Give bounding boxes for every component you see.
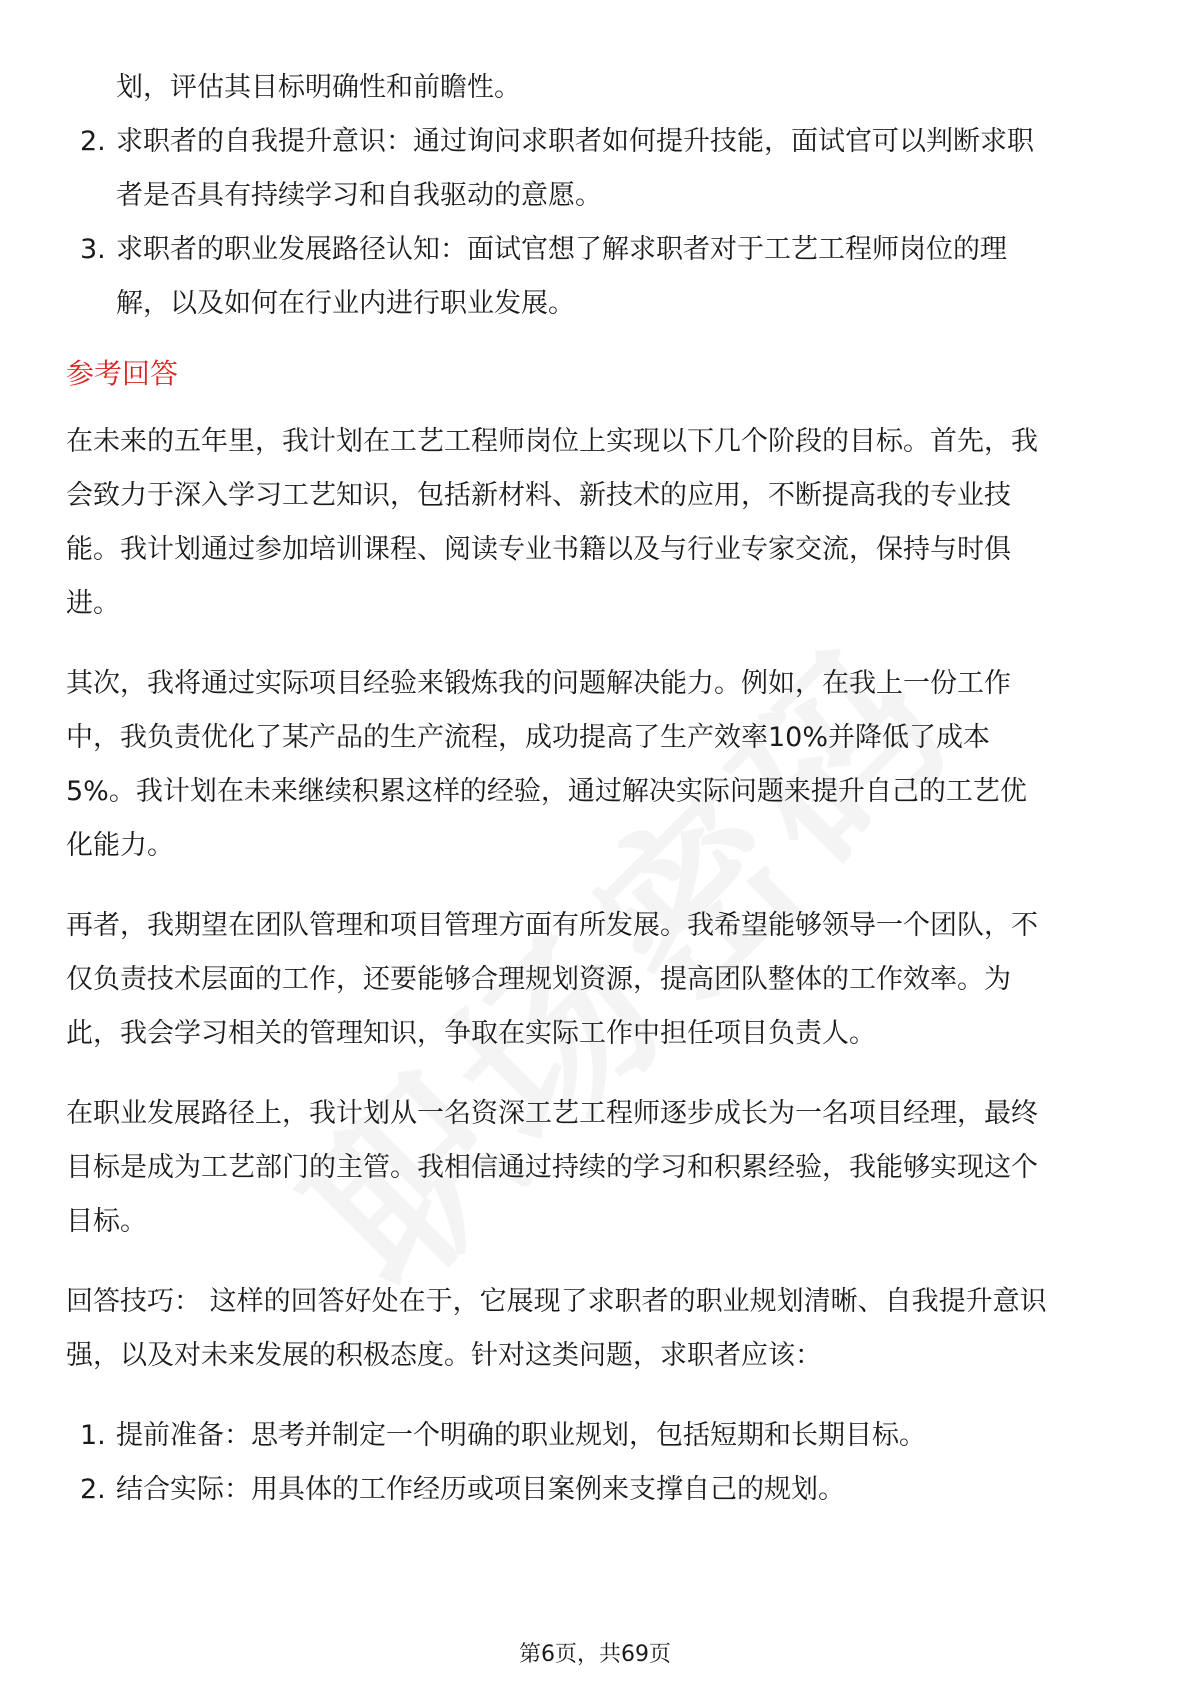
- list-item-text: 求职者的职业发展路径认知：面试官想了解求职者对于工艺工程师岗位的理: [116, 234, 1007, 265]
- list-item-number: 1.: [80, 1420, 106, 1451]
- paragraph-line: 再者，我期望在团队管理和项目管理方面有所发展。我希望能够领导一个团队，不: [66, 910, 1038, 941]
- paragraph-line: 能。我计划通过参加培训课程、阅读专业书籍以及与行业专家交流，保持与时俱: [66, 534, 1011, 565]
- paragraph-line: 进。: [66, 588, 120, 619]
- list-item-text: 求职者的自我提升意识：通过询问求职者如何提升技能，面试官可以判断求职: [116, 126, 1034, 157]
- paragraph-line: 此，我会学习相关的管理知识，争取在实际工作中担任项目负责人。: [66, 1018, 876, 1049]
- paragraph-line: 目标。: [66, 1206, 147, 1237]
- paragraph-line: 5%。我计划在未来继续积累这样的经验，通过解决实际问题来提升自己的工艺优: [66, 776, 1027, 807]
- paragraph-line: 中，我负责优化了某产品的生产流程，成功提高了生产效率10%并降低了成本: [66, 722, 991, 753]
- paragraph-line: 在职业发展路径上，我计划从一名资深工艺工程师逐步成长为一名项目经理，最终: [66, 1098, 1038, 1129]
- list-item-number: 2.: [80, 1474, 106, 1505]
- paragraph-line: 其次，我将通过实际项目经验来锻炼我的问题解决能力。例如，在我上一份工作: [66, 668, 1011, 699]
- page-footer: 第6页，共69页: [519, 1642, 671, 1667]
- list-item-text: 结合实际：用具体的工作经历或项目案例来支撑自己的规划。: [116, 1474, 845, 1505]
- list-item-number: 3.: [80, 234, 106, 265]
- list-item-text: 划，评估其目标明确性和前瞻性。: [116, 72, 521, 103]
- section-heading: 参考回答: [66, 357, 179, 390]
- list-item-text: 者是否具有持续学习和自我驱动的意愿。: [116, 180, 602, 211]
- paragraph-line: 会致力于深入学习工艺知识，包括新材料、新技术的应用，不断提高我的专业技: [66, 480, 1011, 511]
- list-item-text: 提前准备：思考并制定一个明确的职业规划，包括短期和长期目标。: [116, 1420, 926, 1451]
- paragraph-line: 目标是成为工艺部门的主管。我相信通过持续的学习和积累经验，我能够实现这个: [66, 1152, 1038, 1183]
- paragraph-line: 化能力。: [66, 830, 174, 861]
- paragraph-line: 回答技巧： 这样的回答好处在于，它展现了求职者的职业规划清晰、自我提升意识: [66, 1286, 1047, 1317]
- paragraph-line: 在未来的五年里，我计划在工艺工程师岗位上实现以下几个阶段的目标。首先，我: [66, 426, 1038, 457]
- paragraph-line: 强，以及对未来发展的积极态度。针对这类问题，求职者应该：: [66, 1340, 822, 1371]
- list-item-text: 解，以及如何在行业内进行职业发展。: [116, 288, 575, 319]
- list-item-number: 2.: [80, 126, 106, 157]
- paragraph-line: 仅负责技术层面的工作，还要能够合理规划资源，提高团队整体的工作效率。为: [66, 964, 1011, 995]
